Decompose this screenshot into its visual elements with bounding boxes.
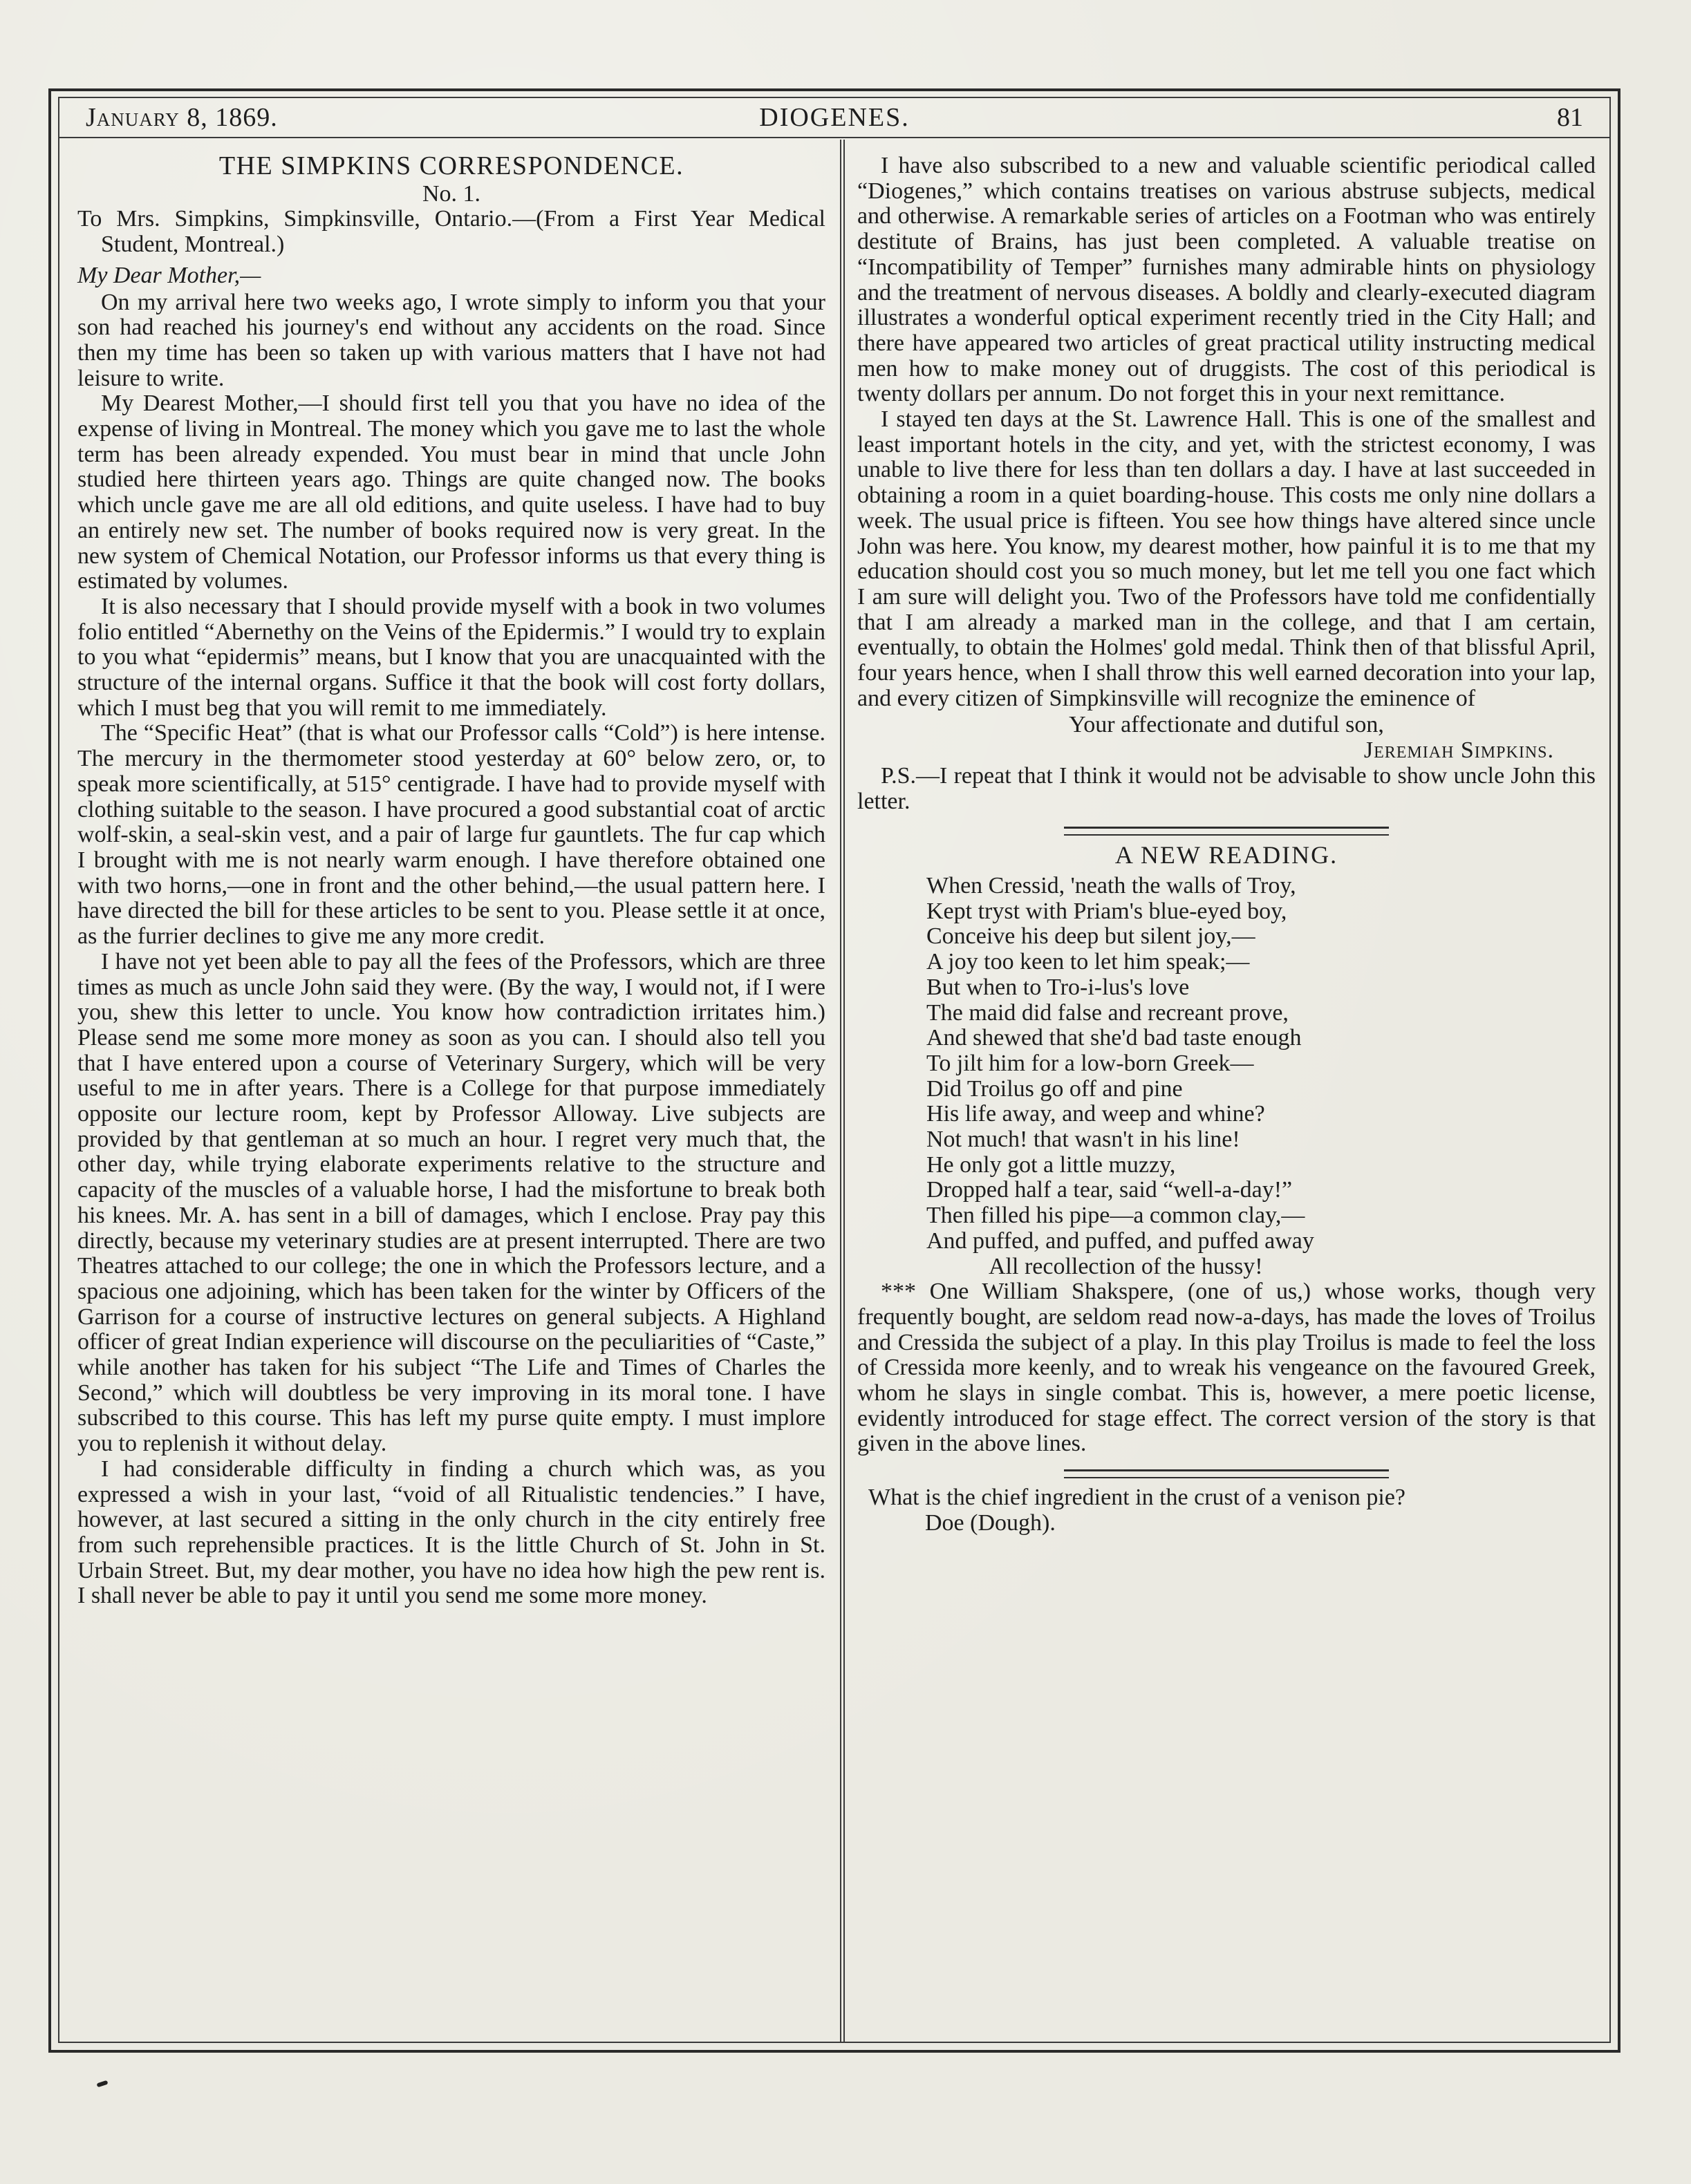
signature-block: [857, 713, 1596, 763]
section-divider: [1064, 1469, 1389, 1478]
letter-paragraph: I stayed ten days at the St. Lawrence Hall. This is one of the smallest and least important hotels in the city, and yet, with the strictest economy, I was unable to live there for less than ten dollars a day. I have at last succeeded in obtaining a room in a quiet boarding-house. This costs me only nine dollars a week. The usual price is fifteen. You see how things have altered since uncle John was here. You know, my dearest mother, how painful it is to me that my education should cost you so much money, but let me tell you one fact which I am sure will delight you. Two of the Professors have told me confidentially that I am already a marked man in the college, and that I am certain, eventually, to obtain the Holmes' gold medal. Think then of that blissful April, four years hence, when I shall throw this well earned decoration into your lap, and every citizen of Simpkinsville will recognize the eminence of: [857, 406, 1596, 711]
poem-line: And puffed, and puffed, and puffed away: [926, 1227, 1314, 1254]
letter-paragraph: I have also subscribed to a new and valuable scientific periodical called “Diogenes,” which contains treatises on various abstruse subjects, medical and otherwise. A remarkable series of articles on a Footman who was entirely destitute of Brains, has just been completed. A valuable treatise on “Incompatibility of Temper” furnishes many admirable hints on physiology and the treatment of nervous diseases. A boldly and clearly-executed diagram illustrates a wonderful optical experiment recently tried in the City Hall; and there have appeared two articles of great practical utility instructing medical men how to make money out of druggists. The cost of this periodical is twenty dollars per annum. Do not forget this in your next remittance.: [857, 153, 1596, 407]
letter-paragraph: My Dearest Mother,—I should first tell you that you have no idea of the expense of living in Montreal. The money which you gave me to last the whole term has been already expended. You must bear in mind that uncle John studied here thirteen years ago. Things are quite changed now. The books which uncle gave me are all old editions, and quite useless. I have had to buy an entirely new set. The number of books required now is very great. In the new system of Chemical Notation, our Professor informs us that every thing is estimated by volumes.: [77, 390, 825, 594]
issue-date: January 8, 1869.: [86, 103, 278, 132]
letter-paragraph: The “Specific Heat” (that is what our Professor calls “Cold”) is here intense. The mercury in the thermometer stood yesterday at 60° below zero, or, to speak more scientifically, at 515° centigrade. I have had to provide myself with clothing suitable to the season. I have procured a good substantial coat of arctic wolf-skin, a seal-skin vest, and a pair of large fur gauntlets. The fur cap which I brought with me is not nearly warm enough. I have therefore obtained one with two horns,—one in front and the other behind,—the usual pattern here. I have directed the bill for these articles to be sent to you. Please settle it at once, as the furrier declines to give me any more credit.: [77, 720, 825, 950]
letter-paragraph: I have not yet been able to pay all the fees of the Professors, which are three times as much as uncle John said they were. (By the way, I would not, if I were you, shew this letter to uncle. You know how contradiction irritates him.) Please send me some more money as soon as you can. I should also tell you that I have entered upon a course of Veterinary Surgery, which will be very useful to me in after years. There is a College for that purpose immediately opposite our lecture room, kept by Professor Alloway. Live subjects are provided by that gentleman at so much an hour. I regret very much that, the other day, while trying elaborate experiments relative to the structure and capacity of the muscles of a valuable horse, I had the misfortune to break both his knees. Mr. A. has sent in a bill of damages, which I enclose. Pray pay this directly, because my veterinary studies are at present interrupted. There are two Theatres attached to our college; the one in which the Professors lecture, and a spacious one adjoining, which has been taken for the winter by Officers of the Garrison for a course of instructive lectures on general subjects. A Highland officer of great Indian experience will discourse on the peculiarities of “Caste,” while another has taken for his subject “The Life and Times of Charles the Second,” which will doubtless be very improving in its moral tone. I have subscribed to this course. This has left my purse quite empty. I must implore you to replenish it without delay.: [77, 948, 825, 1457]
poem-body: [926, 874, 1596, 1279]
signer-name: Jeremiah Simpkins.: [1363, 737, 1554, 764]
column-divider: [840, 140, 845, 2042]
poem-line: The maid did false and recreant prove,: [926, 999, 1289, 1026]
letter-paragraph: On my arrival here two weeks ago, I wrote simply to inform you that your son had reached his journey's end without any accidents on the road. Since then my time has been so taken up with various matters that I have not had leisure to write.: [77, 289, 825, 391]
postscript: P.S.—I repeat that I think it would not be advisable to show uncle John this letter.: [857, 762, 1596, 814]
poem-line: And shewed that she'd bad taste enough: [926, 1025, 1302, 1051]
poem-title: A NEW READING.: [1114, 841, 1338, 869]
ink-smudge: [96, 2080, 108, 2088]
article-number: No. 1.: [422, 180, 481, 207]
letter-paragraph: It is also necessary that I should provide myself with a book in two volumes folio entitled “Abernethy on the Veins of the Epidermis.” I would try to explain to you what “epidermis” means, but I know that you are unacquainted with the structure of the internal organs. Suffice it that the book will cost forty dollars, which I must beg that you will remit to me immediately.: [77, 593, 825, 721]
poem-line: But when to Tro-i-lus's love: [926, 974, 1190, 1000]
letter-paragraph: I had considerable difficulty in finding a church which was, as you expressed a wish in your last, “void of all Ritualistic tendencies.” I have, however, at last secured a sitting in the only church in the city entirely free from such reprehensible practices. It is the little Church of St. John in St. Urbain Street. But, my dear mother, you have no idea how high the pew rent is. I shall never be able to pay it until you send me some more money.: [77, 1456, 825, 1609]
poem-line: Did Troilus go off and pine: [926, 1075, 1183, 1102]
page-header: [58, 97, 1611, 138]
riddle-question: What is the chief ingredient in the crust of a venison pie?: [868, 1485, 1406, 1511]
poem-line: All recollection of the hussy!: [989, 1253, 1263, 1279]
riddle-answer: Doe (Dough).: [925, 1509, 1056, 1536]
poem-line: When Cressid, 'neath the walls of Troy,: [926, 872, 1296, 898]
article-title: THE SIMPKINS CORRESPONDENCE.: [218, 151, 684, 180]
poem-line: Conceive his deep but silent joy,—: [926, 923, 1255, 950]
right-column: [857, 153, 1596, 1536]
article-address: To Mrs. Simpkins, Simpkinsville, Ontario.—(From a First Year Medical Student, Montreal.): [77, 206, 825, 258]
poem-line: Kept tryst with Priam's blue-eyed boy,: [926, 898, 1287, 924]
section-divider: [1064, 827, 1389, 836]
riddle: [857, 1485, 1596, 1536]
poem-line: A joy too keen to let him speak;—: [926, 949, 1250, 975]
left-column: [77, 153, 825, 1609]
poem-line: He only got a little muzzy,: [926, 1151, 1176, 1178]
closing-line: Your affectionate and dutiful son,: [1069, 712, 1384, 738]
poem-line: His life away, and weep and whine?: [926, 1101, 1265, 1127]
poem-line: To jilt him for a low-born Greek—: [926, 1050, 1254, 1076]
salutation: My Dear Mother,—: [77, 262, 261, 288]
poem-line: Then filled his pipe—a common clay,—: [926, 1203, 1305, 1229]
poem-line: Not much! that wasn't in his line!: [926, 1127, 1240, 1153]
publication-title: DIOGENES.: [759, 103, 910, 132]
poem-line: Dropped half a tear, said “well-a-day!”: [926, 1177, 1293, 1203]
page-number: 81: [1557, 103, 1583, 132]
poem-note: *** One William Shakspere, (one of us,) whose works, though very frequently bought, are seldom read now-a-days, has made the loves of Troilus and Cressida the subject of a play. In this play Troilus is made to feel the loss of Cressida more keenly, and to wreak his vengeance on the favoured Greek, whom he slays in single combat. This is, however, a mere poetic license, evidently introduced for stage effect. The correct version of the story is that given in the above lines.: [857, 1279, 1596, 1457]
